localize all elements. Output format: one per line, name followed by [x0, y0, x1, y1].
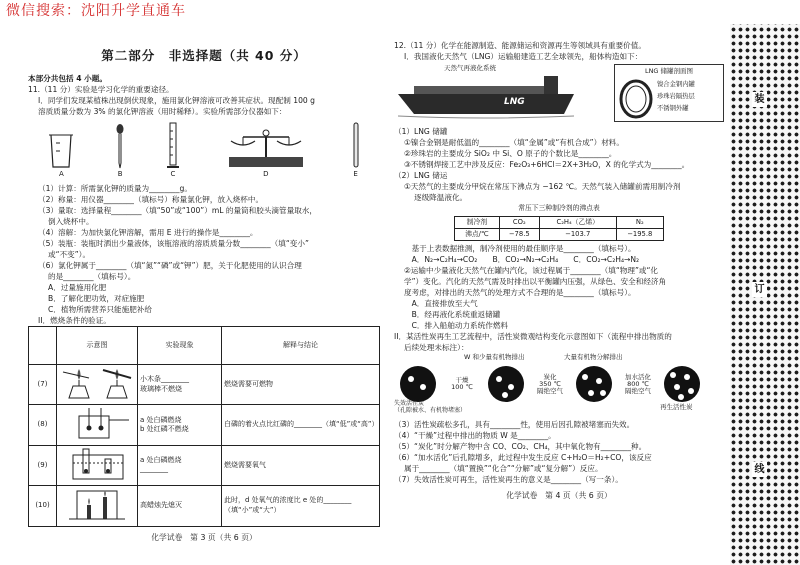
apparatus-balance	[221, 123, 311, 179]
flow-caption: 失效活性炭 （孔隙被水、有机物堵塞）	[394, 400, 467, 414]
part2-text-a: II．某活性炭再生工艺流程中，活性炭微观结构变化示意图如下（流程中排出物质的	[394, 332, 672, 342]
binding-label: 订	[752, 282, 767, 297]
sub-1: （1）LNG 储罐	[394, 127, 448, 136]
lng-ship-icon	[394, 72, 584, 122]
part2-head: II．燃烧条件的验证。	[38, 315, 111, 325]
small-table-title: 常压下三种制冷剂的沸点表	[518, 204, 600, 212]
question-3b: 倒入烧杯中。	[48, 216, 94, 226]
sub-3: （3）活性炭疏松多孔，具有________性，使用后因孔隙被堵塞而失效。	[394, 420, 635, 430]
table-header-row	[29, 326, 380, 364]
table-cell: 制冷剂	[455, 217, 500, 229]
option-a: A．过量施用化肥	[48, 282, 107, 292]
flask-icon	[59, 406, 135, 440]
row-conclusion: 白磷的着火点比红磷的________（填“低”或“高”）	[222, 405, 380, 445]
question-5a: （5）装瓶：装瓶时洒出少量液体，该瓶溶液的溶质质量分数________（填“变小”	[38, 238, 309, 248]
row-diagram	[57, 364, 138, 404]
carbon-particle-4	[664, 366, 700, 402]
row-phenomenon: a 处白磷燃烧 b 处红磷不燃烧	[138, 405, 222, 445]
sub-2g: C．排入船舶动力系统作燃料	[404, 321, 509, 331]
table-cell: −103.7	[539, 229, 616, 241]
legend-item: 不锈钢外罐	[657, 105, 689, 112]
flow-top-label: W 和少量有机物排出	[464, 353, 525, 362]
sub-5: （5）“炭化”时分解产物中含 CO、CO₂、CH₄，其中氧化物有________种。	[394, 442, 647, 452]
sub-4: （4）“干燥”过程中排出的物质 W 是________。	[394, 431, 556, 441]
table-row	[29, 445, 380, 485]
page-footer: 化学试卷 第 3 页（共 6 页）	[151, 532, 257, 542]
question-3a: （3）量取：选择量程________（填“50”或“100”）mL 的量筒和胶头滴管量取水，	[38, 205, 317, 215]
table-header	[29, 326, 57, 364]
sub-2b: 基于上表数据推测，制冷剂使用的最佳顺序是________（填标号）。	[404, 244, 636, 254]
table-cell: −78.5	[499, 229, 539, 241]
table-row	[455, 229, 664, 241]
flow-top-label: 大量有机物分解排出	[564, 353, 623, 362]
question-6a: （6）氯化钾属于________（填“氮”“磷”或“钾”）肥，关于化肥使用的认识合理	[38, 260, 302, 270]
sub-2d3: 度考虑，对排出的天然气的处理方式不合理的是________（填标号）。	[404, 288, 636, 298]
apparatus-label: A	[58, 170, 64, 179]
table-row	[29, 486, 380, 526]
apparatus-label: D	[263, 170, 269, 179]
row-conclusion: 此时，d 处氧气的浓度比 e 处的________（填“小”或“大”）	[222, 486, 380, 526]
apparatus-label: B	[117, 170, 123, 179]
tank-section-icon	[619, 79, 653, 119]
apparatus-label: C	[170, 170, 176, 179]
option-b: B．了解化肥功效，对症施肥	[48, 293, 145, 303]
option-c: C．植物所需营养只能施肥补给	[48, 304, 153, 314]
binding-label: 装	[752, 92, 767, 107]
page-footer: 化学试卷 第 4 页（共 6 页）	[506, 491, 612, 501]
table-cell: 沸点/℃	[455, 229, 500, 241]
sub-2e: A．直接排放至大气	[404, 299, 478, 309]
sub-2c: A．N₂→C₂H₄→CO₂ B．CO₂→N₂→C₂H₄ C．CO₂→C₂H₄→N₂	[404, 255, 640, 265]
question-4: （4）溶解：为加快氯化钾溶解，需用 E 进行的操作是________。	[38, 227, 258, 237]
page-3	[28, 30, 380, 550]
sub-1c: ③不锈钢焊接工艺中涉及反应：Fe₂O₃+6HCl＝2X+3H₂O，X 的化学式为________。	[404, 160, 690, 169]
question-1: （1）计算：所需氯化钾的质量为________g。	[38, 183, 192, 193]
part1-text-1: I．同学们发现某植株出现倒伏现象，施用氯化钾溶液可改善其症状。现配制 100 g	[38, 95, 315, 105]
part2-text-b: 后续处理未标注）：	[404, 343, 469, 353]
sub-2d1: ②运输中少量液化天然气在罐内汽化，该过程属于________（填“物理”或“化	[404, 266, 659, 276]
row-number: (8)	[29, 405, 57, 445]
apparatus-dropper	[115, 123, 125, 179]
alcohol-lamp-icon	[59, 366, 135, 400]
beaker-icon	[48, 131, 74, 169]
refrigerant-table	[454, 216, 664, 241]
ship-figure	[394, 64, 724, 122]
ship-drawing	[394, 64, 584, 122]
row-number: (7)	[29, 364, 57, 404]
table-header: 实验现象	[138, 326, 222, 364]
q11-head: 11.（11 分）实验是学习化学的重要途径。	[28, 84, 174, 94]
legend-title: LNG 储罐剖面图	[644, 67, 694, 75]
sub-6b: 属于________（填“置换”“化合”“分解”或“复分解”）反应。	[404, 464, 603, 474]
page-4	[394, 40, 724, 560]
binding-label: 线	[752, 462, 767, 477]
binding-strip	[730, 24, 800, 565]
row-diagram	[57, 405, 138, 445]
combustion-table	[28, 326, 380, 527]
flow-step: 炭化 350 ℃ 隔绝空气	[537, 372, 563, 395]
watermark: 微信搜索：沈阳升学直通车	[6, 3, 186, 19]
table-row	[29, 364, 380, 404]
table-row	[29, 405, 380, 445]
q12-head: 12.（11 分）化学在能源制造、能源储运和资源再生等领域具有重要价值。	[394, 41, 646, 50]
sub-7: （7）失效活性炭可再生，活性炭再生的意义是________（写一条）。	[394, 475, 623, 485]
ship-text: LNG	[504, 97, 525, 107]
tank-legend	[614, 64, 724, 122]
question-2: （2）称量：用仪器________（填标号）称量氯化钾，放入烧杯中。	[38, 194, 264, 204]
legend-item: 珍珠岩隔热层	[657, 93, 695, 100]
apparatus-row	[28, 120, 380, 180]
row-number: (10)	[29, 486, 57, 526]
flow-step: 加水活化 800 ℃ 隔绝空气	[625, 372, 651, 395]
part1-text: I．我国液化天然气（LNG）运输船建造工艺全球领先，船体构造如下：	[404, 52, 643, 61]
row-number: (9)	[29, 445, 57, 485]
dropper-icon	[115, 123, 125, 169]
table-cell: −195.8	[616, 229, 663, 241]
row-diagram	[57, 486, 138, 526]
apparatus-label: E	[353, 170, 358, 179]
part1-text-2: 溶质质量分数为 3% 的氯化钾溶液（用时稀释）。实验所需部分仪器如下：	[38, 106, 287, 116]
table-row	[455, 217, 664, 229]
ship-label: 天然气再液化系统	[444, 64, 496, 72]
apparatus-beaker	[48, 131, 74, 179]
row-conclusion: 燃烧需要氧气	[222, 445, 380, 485]
row-phenomenon: 小木条________ 玻璃棒不燃烧	[138, 364, 222, 404]
table-cell: C₂H₄（乙烯）	[539, 217, 616, 229]
carbon-particle-2	[488, 366, 524, 402]
graduated-cylinder-icon	[166, 121, 180, 169]
sub-1b: ②珍珠岩的主要成分 SiO₂ 中 Si、O 原子的个数比是________。	[404, 149, 617, 158]
flow-diagram	[394, 353, 714, 419]
flow-caption: 再生活性炭	[660, 403, 693, 412]
section-intro: 本部分共包括 4 小题。	[28, 73, 107, 83]
sub-6a: （6）“加水活化”后孔隙增多，此过程中发生反应 C+H₂O＝H₂+CO，该反应	[394, 453, 652, 463]
apparatus-rod	[352, 121, 360, 179]
table-cell: CO₂	[499, 217, 539, 229]
water-bath-icon	[59, 447, 135, 481]
question-5b: 或“不变”）。	[48, 249, 91, 259]
sub-2a1: ①天然气的主要成分甲烷在常压下沸点为 −162 ℃。天然气装入储罐前需用制冷剂	[404, 182, 681, 191]
balance-icon	[221, 123, 311, 169]
table-header: 解释与结论	[222, 326, 380, 364]
carbon-particle-1	[400, 366, 436, 402]
sub-1a: ①镍合金钢是耐低温的________（填“金属”或“有机合成”）材料。	[404, 138, 624, 147]
carbon-particle-3	[576, 366, 612, 402]
sub-2: （2）LNG 储运	[394, 171, 448, 180]
table-cell: N₂	[616, 217, 663, 229]
sub-2a2: 逐级降温液化。	[414, 193, 468, 202]
legend-item: 镍合金钢内罐	[657, 81, 695, 88]
question-6b: 的是________（填标号）。	[48, 271, 136, 281]
flow-step: 干燥 100 ℃	[451, 376, 473, 392]
row-diagram	[57, 445, 138, 485]
table-header: 示意图	[57, 326, 138, 364]
candles-jar-icon	[59, 487, 135, 521]
glass-rod-icon	[352, 121, 360, 169]
apparatus-cylinder	[166, 121, 180, 179]
row-conclusion: 燃烧需要可燃物	[222, 364, 380, 404]
row-phenomenon: 高蜡烛先熄灭	[138, 486, 222, 526]
sub-2f: B．经再液化系统重返储罐	[404, 310, 501, 320]
section-title: 第二部分 非选择题（共 40 分）	[101, 48, 307, 63]
row-phenomenon: a 处白磷燃烧 ________	[138, 445, 222, 485]
sub-2d2: 学”）变化。汽化的天然气需及时排出以平衡罐内压强，从绿色、安全和经济角	[404, 277, 667, 287]
